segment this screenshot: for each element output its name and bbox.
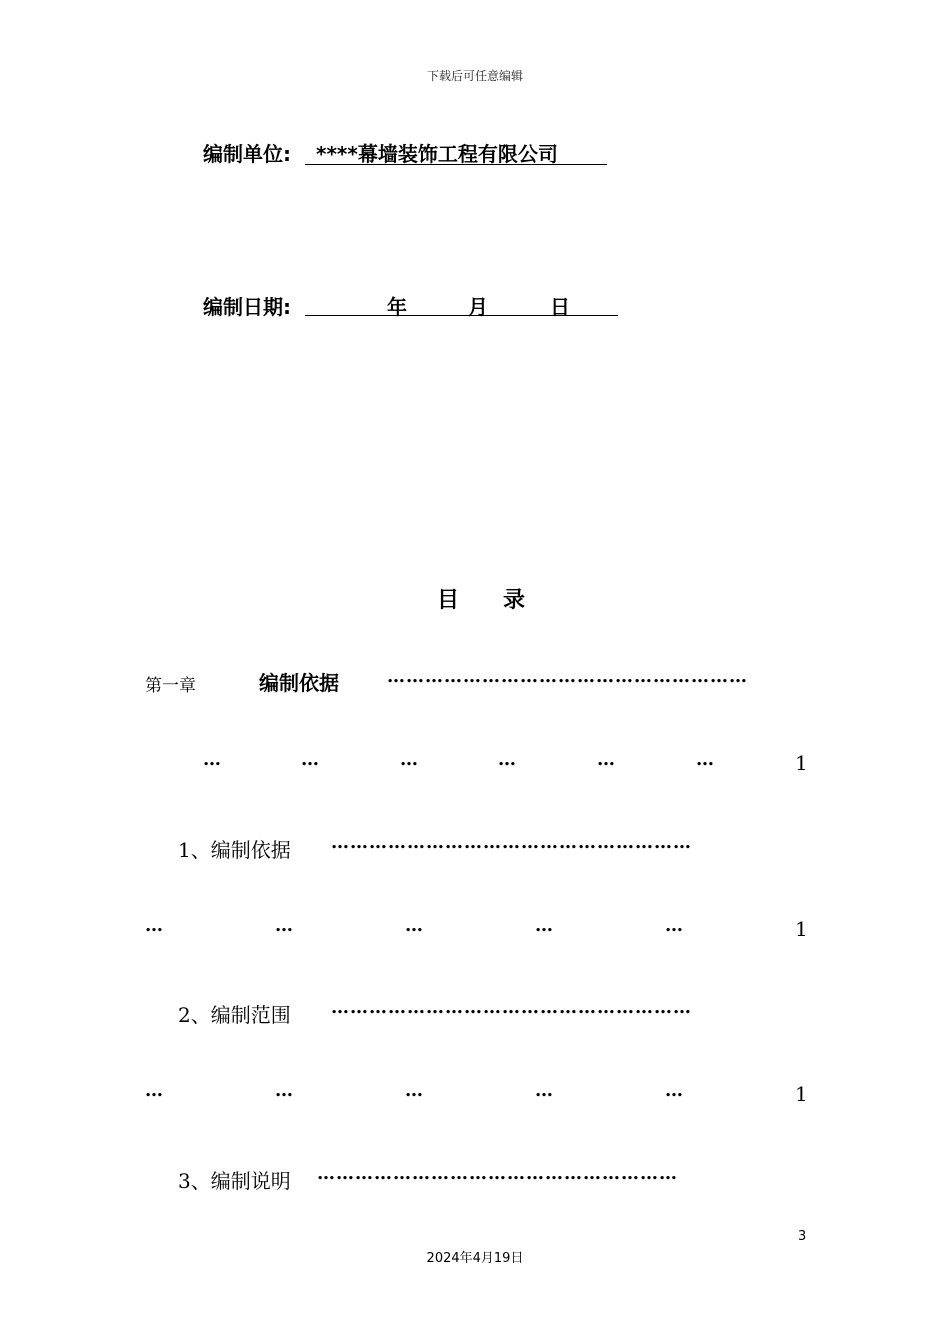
toc-leader-cont: … [275, 1080, 294, 1101]
date-underline [305, 315, 618, 316]
toc-chapter-prefix: 第一章 [145, 676, 196, 696]
unit-label: 编制单位: [203, 142, 291, 166]
toc-leader-cont: … [597, 749, 616, 770]
date-label: 编制日期: [203, 295, 291, 319]
date-year: 年 [387, 295, 407, 319]
toc-leader-cont: … [665, 1080, 684, 1101]
toc-leader-cont: … [665, 915, 684, 936]
toc-leader-cont: … [145, 915, 164, 936]
toc-leader-cont: … [301, 749, 320, 770]
toc-leader: ………………………………………………… [387, 666, 748, 687]
toc-leader: ………………………………………………… [331, 997, 692, 1018]
toc-leader-cont: … [405, 915, 424, 936]
toc-leader-cont: … [405, 1080, 424, 1101]
toc-chapter-title: 编制依据 [259, 671, 339, 695]
toc-entry-title: 2、编制范围 [178, 1003, 291, 1027]
toc-leader-cont: … [498, 749, 517, 770]
toc-entry-title: 3、编制说明 [178, 1169, 291, 1193]
toc-leader-cont: … [145, 1080, 164, 1101]
toc-title: 目 录 [437, 588, 526, 613]
footer-date: 2024年4月19日 [426, 1251, 524, 1266]
toc-page-number: 1 [795, 751, 808, 775]
toc-leader: ………………………………………………… [317, 1163, 678, 1184]
toc-page-number: 1 [795, 917, 808, 941]
toc-leader-cont: … [696, 749, 715, 770]
page-header: 下载后可任意编辑 [426, 69, 523, 83]
toc-leader: ………………………………………………… [331, 832, 692, 853]
toc-leader-cont: … [203, 749, 222, 770]
toc-entry-title: 1、编制依据 [178, 838, 291, 862]
toc-page-number: 1 [795, 1082, 808, 1106]
toc-leader-cont: … [400, 749, 419, 770]
toc-leader-cont: … [275, 915, 294, 936]
toc-leader-cont: … [535, 1080, 554, 1101]
unit-value: ****幕墙装饰工程有限公司 [316, 142, 558, 166]
unit-underline [305, 164, 607, 165]
date-month: 月 [468, 295, 488, 319]
date-day: 日 [550, 295, 570, 319]
toc-leader-cont: … [535, 915, 554, 936]
page-number: 3 [798, 1229, 807, 1244]
